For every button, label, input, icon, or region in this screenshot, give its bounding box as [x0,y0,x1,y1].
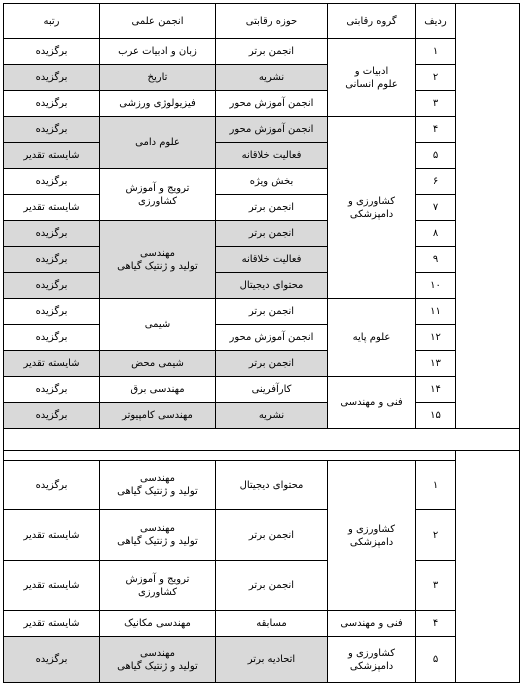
society-line: مهندسی [102,647,213,660]
domain-cell: انجمن آموزش محور [216,117,328,143]
rank-cell: شایسته تقدیر [4,510,100,561]
rank-cell: برگزیده [4,117,100,143]
table-row [4,65,520,91]
rank-cell: برگزیده [4,325,100,351]
domain-cell: محتوای دیجیتال [216,273,328,299]
society-line: تولید و ژنتیک گیاهی [102,260,213,273]
group-cell [328,461,416,611]
table-row [4,403,520,429]
table-row [4,117,520,143]
society-cell: فیزیولوژی ورزشی [100,91,216,117]
row-number: ۱۴ [416,377,456,403]
rank-cell: برگزیده [4,299,100,325]
domain-cell: انجمن برتر [216,221,328,247]
row-number: ۴ [416,611,456,637]
row-number: ۳ [416,561,456,611]
society-cell: زبان و ادبیات عرب [100,39,216,65]
group-cell: فنی و مهندسی [328,611,416,637]
domain-cell: انجمن برتر [216,351,328,377]
rank-cell: برگزیده [4,273,100,299]
header-society: انجمن علمی [100,4,216,39]
row-number: ۳ [416,91,456,117]
table-row [4,461,520,510]
row-number: ۱ [416,39,456,65]
society-cell [100,637,216,683]
section2-title-cell [456,451,520,683]
domain-cell: بخش ویژه [216,169,328,195]
domain-cell: فعالیت خلاقانه [216,143,328,169]
row-number: ۷ [416,195,456,221]
rank-cell: برگزیده [4,461,100,510]
table-row [4,325,520,351]
group-line: دامپزشکی [330,208,413,221]
table-row [4,299,520,325]
society-cell [100,510,216,561]
society-cell: شیمی [100,299,216,351]
table-row [4,91,520,117]
row-number: ۵ [416,637,456,683]
table-row [4,247,520,273]
table-row [4,377,520,403]
group-line: کشاورزی و [330,647,413,660]
row-number: ۶ [416,169,456,195]
table-row [4,611,520,637]
rank-cell: برگزیده [4,637,100,683]
society-cell [100,221,216,299]
society-line: کشاورزی [102,195,213,208]
society-cell: شیمی محض [100,351,216,377]
row-number: ۱ [416,461,456,510]
domain-cell: فعالیت خلاقانه [216,247,328,273]
group-cell [328,637,416,683]
society-cell: مهندسی برق [100,377,216,403]
table-row [4,273,520,299]
row-number: ۲ [416,65,456,91]
rank-cell: برگزیده [4,221,100,247]
domain-cell: مسابقه [216,611,328,637]
rank-cell: شایسته تقدیر [4,561,100,611]
header-group: گروه رقابتی [328,4,416,39]
group-line: دامپزشکی [330,536,413,549]
domain-cell: انجمن برتر [216,561,328,611]
group-cell [328,117,416,299]
table-row [4,510,520,561]
rank-cell: برگزیده [4,247,100,273]
section2-top-gap [4,451,456,461]
society-line: تولید و ژنتیک گیاهی [102,535,213,548]
row-number: ۴ [416,117,456,143]
table-row [4,39,520,65]
domain-cell: انجمن برتر [216,39,328,65]
society-line: مهندسی [102,247,213,260]
domain-cell: نشریه [216,403,328,429]
domain-cell: انجمن برتر [216,299,328,325]
rank-cell: شایسته تقدیر [4,351,100,377]
society-cell [100,461,216,510]
row-number: ۹ [416,247,456,273]
society-line: تولید و ژنتیک گیاهی [102,660,213,673]
domain-cell: انجمن آموزش محور [216,91,328,117]
domain-cell: انجمن برتر [216,195,328,221]
row-number: ۱۰ [416,273,456,299]
table-row [4,169,520,195]
row-number: ۱۱ [416,299,456,325]
society-line: تولید و ژنتیک گیاهی [102,485,213,498]
society-cell: تاریخ [100,65,216,91]
group-cell: فنی و مهندسی [328,377,416,429]
society-cell: علوم دامی [100,117,216,169]
header-rank: رتبه [4,4,100,39]
row-number: ۱۳ [416,351,456,377]
row-number: ۱۲ [416,325,456,351]
group-line: دامپزشکی [330,660,413,673]
row-number: ۱۵ [416,403,456,429]
society-cell: مهندسی کامپیوتر [100,403,216,429]
society-line: مهندسی [102,472,213,485]
rank-cell: برگزیده [4,91,100,117]
group-line: کشاورزی و [330,195,413,208]
rank-cell: برگزیده [4,403,100,429]
section1-title-cell [456,4,520,429]
table-row [4,195,520,221]
group-cell: علوم پایه [328,299,416,377]
domain-cell: اتحادیه برتر [216,637,328,683]
section-divider [4,429,520,451]
row-number: ۵ [416,143,456,169]
rank-cell: برگزیده [4,39,100,65]
awards-table [3,3,520,683]
row-number: ۸ [416,221,456,247]
rank-cell: شایسته تقدیر [4,195,100,221]
rank-cell: برگزیده [4,169,100,195]
society-line: کشاورزی [102,586,213,599]
society-line: مهندسی [102,522,213,535]
header-radif: ردیف [416,4,456,39]
society-line: ترویج و آموزش [102,182,213,195]
awards-table-sheet [3,3,519,678]
table-row [4,143,520,169]
rank-cell: برگزیده [4,65,100,91]
rank-cell: شایسته تقدیر [4,143,100,169]
group-cell [328,39,416,117]
table-row [4,561,520,611]
domain-cell: کارآفرینی [216,377,328,403]
table-row [4,221,520,247]
rank-cell: شایسته تقدیر [4,611,100,637]
group-line: ادبیات و [330,65,413,78]
group-line: کشاورزی و [330,523,413,536]
group-line: علوم انسانی [330,78,413,91]
domain-cell: انجمن آموزش محور [216,325,328,351]
header-domain: حوزه رقابتی [216,4,328,39]
domain-cell: نشریه [216,65,328,91]
society-cell [100,169,216,221]
rank-cell: برگزیده [4,377,100,403]
domain-cell: انجمن برتر [216,510,328,561]
society-cell [100,561,216,611]
society-cell: مهندسی مکانیک [100,611,216,637]
society-line: ترویج و آموزش [102,573,213,586]
domain-cell: محتوای دیجیتال [216,461,328,510]
table-row [4,351,520,377]
table-row [4,637,520,683]
row-number: ۲ [416,510,456,561]
